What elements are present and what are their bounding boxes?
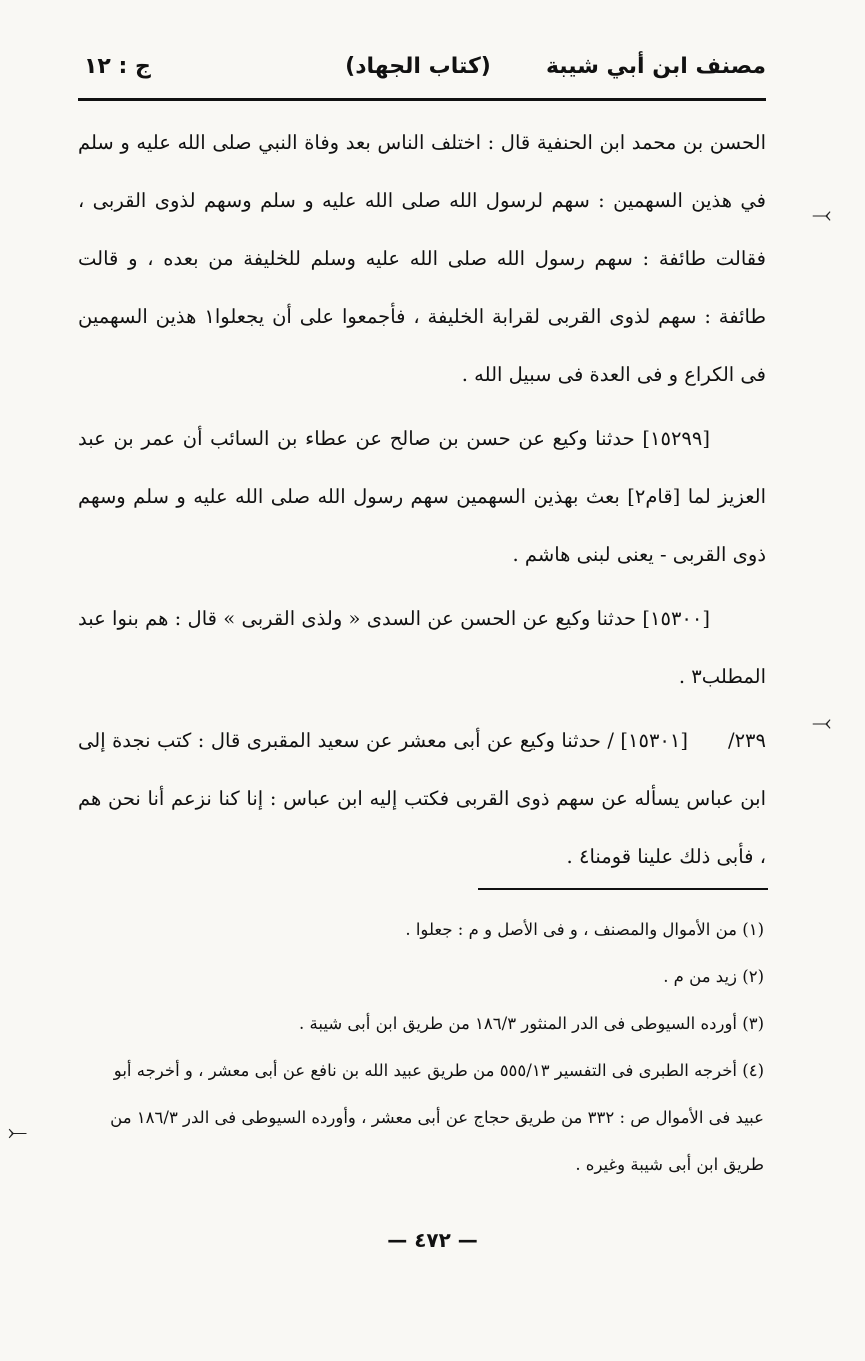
page-header [78,48,766,96]
volume-number: ج : ١٢ [84,54,151,79]
margin-mark-icon: ⤙ [812,200,832,228]
hadith-15301-block [78,712,766,886]
margin-mark-icon: ⤙ [812,708,832,736]
main-text [78,114,766,892]
footnote-divider [478,888,768,890]
page-number: — ٤٧٢ — [387,1228,478,1252]
chapter-title: (كتاب الجهاد) [345,54,491,79]
paragraph-1: الحسن بن محمد ابن الحنفية قال : اختلف الناس بعد وفاة النبي صلى الله عليه و سلم في هذين السهمين : سهم لرسول الله صلى الله عليه و سلم وسهم لذوى القربى ، فقالت طائفة : سهم رسول الله صلى الله عليه وسلم للخليفة من بعده ، و قالت طائفة : سهم لذوى القربى لقرابة الخليفة ، فأجمعوا على أن يجعلوا١ هذين السهمين فى الكراع و فى العدة فى سبيل الله . [78,131,766,386]
footnote-1: (١) من الأموال والمصنف ، و فى الأصل و م : جعلوا . [405,920,764,939]
margin-mark-icon: ⤚ [8,1118,28,1146]
hadith-15300: [١٥٣٠٠] حدثنا وكيع عن الحسن عن السدى « ولذى القربى » قال : هم بنوا عبد المطلب٣ . [78,607,766,688]
footnotes [92,906,764,1188]
header-divider [78,98,766,101]
manuscript-folio-number: ٢٣٩/ [728,729,766,752]
book-title: مصنف ابن أبي شيبة [545,54,766,79]
footnote-3: (٣) أورده السيوطى فى الدر المنثور ١٨٦/٣ من طريق ابن أبى شيبة . [299,1014,764,1033]
hadith-15301: [١٥٣٠١] / حدثنا وكيع عن أبى معشر عن سعيد المقبرى قال : كتب نجدة إلى ابن عباس يسأله عن سهم ذوى القربى فكتب إليه ابن عباس : إنا كنا نزعم أنا نحن هم ، فأبى ذلك علينا قومنا٤ . [78,729,766,868]
footnote-2: (٢) زيد من م . [663,967,764,986]
hadith-15299: [١٥٢٩٩] حدثنا وكيع عن حسن بن صالح عن عطاء بن السائب أن عمر بن عبد العزيز لما [قام٢] بعث بهذين السهمين سهم رسول الله صلى الله عليه و سلم وسهم ذوى القربى - يعنى لبنى هاشم . [78,427,766,566]
footnote-4: (٤) أخرجه الطبرى فى التفسير ٥٥٥/١٣ من طريق عبيد الله بن نافع عن أبى معشر ، و أخرجه أبو عبيد فى الأموال ص : ٣٣٢ من طريق حجاج عن أبى معشر ، وأورده السيوطى فى الدر ١٨٦/٣ من طريق ابن أبى شيبة وغيره . [110,1061,764,1174]
